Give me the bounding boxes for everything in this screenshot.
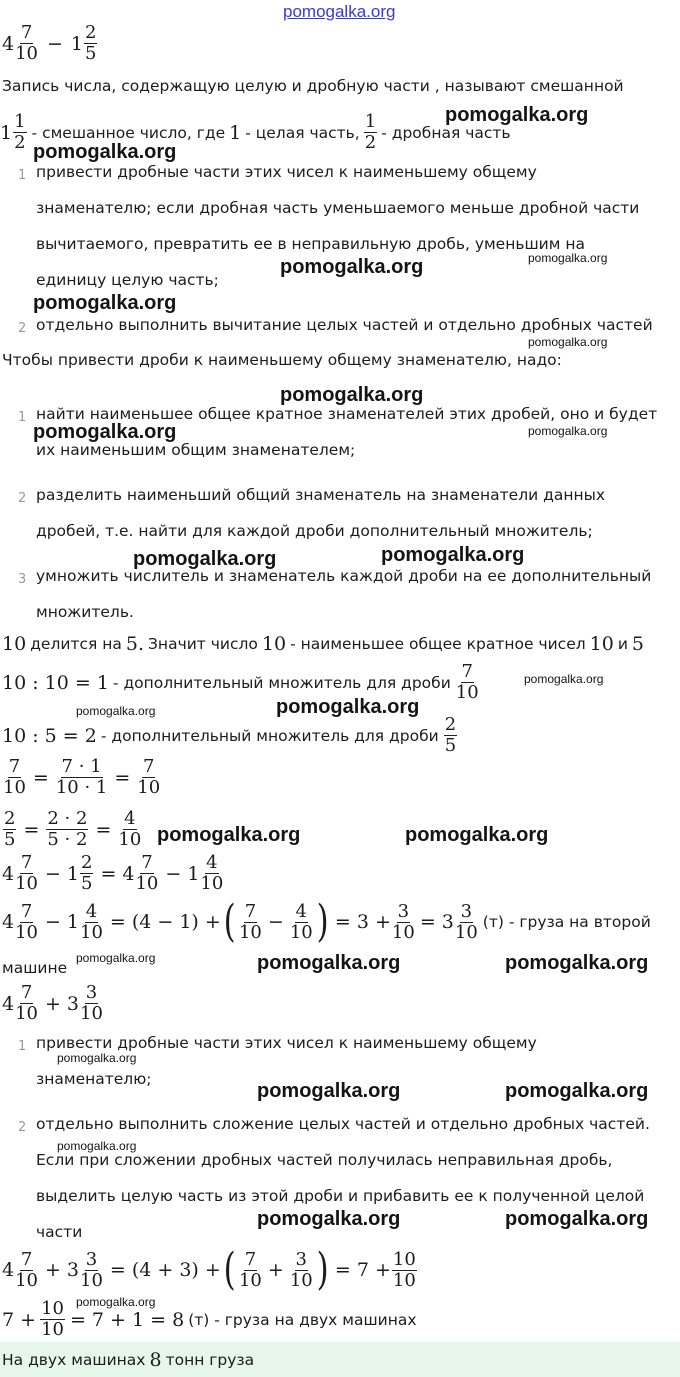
- watermark: pomogalka.org: [33, 421, 177, 443]
- watermark: pomogalka.org: [505, 952, 649, 974]
- problem-expression: 4 $\frac{7}{10}$ − 1 $\frac{2}{5}$: [2, 22, 97, 64]
- lcd-heading: Чтобы привести дроби к наименьшему общему знаменателю, надо:: [2, 351, 562, 369]
- list-item: привести дробные части этих чисел к наименьшему общему: [36, 163, 537, 181]
- multiplier-line-1: 10 : 10 = 1 - дополнительный множитель для дроби $\frac{7}{10}$: [2, 661, 479, 703]
- equation-2: $\frac{2}{5}$ = $\frac{2 \cdot 2}{5 \cdot 2}$ = $\frac{4}{10}$: [4, 808, 142, 850]
- watermark-small: pomogalka.org: [76, 1295, 156, 1309]
- list-item: их наименьшим общим знаменателем;: [36, 441, 356, 459]
- mixed-number-example: 1 $\frac{1}{2}$ - смешанное число, где 1 - целая часть, $\frac{1}{2}$ - дробная часть: [0, 111, 511, 153]
- list-item: знаменателю; если дробная часть уменьшаемого меньше дробной части: [36, 199, 640, 217]
- list-item: умножить числитель и знаменатель каждой дроби на ее дополнительный: [36, 567, 652, 585]
- answer-text: На двух машинах: [2, 1351, 146, 1369]
- watermark: pomogalka.org: [257, 952, 401, 974]
- addition-expression: 4 $\frac{7}{10}$ + 3 $\frac{3}{10}$: [2, 982, 103, 1024]
- fraction: $\frac{7}{10}$: [15, 22, 38, 64]
- list-item: выделить целую часть из этой дроби и прибавить ее к полученной целой: [36, 1187, 645, 1205]
- watermark-small: pomogalka.org: [528, 335, 608, 349]
- answer-value: 8: [149, 1349, 162, 1371]
- watermark: pomogalka.org: [276, 696, 420, 718]
- list-item: отдельно выполнить вычитание целых частей и отдельно дробных частей: [36, 316, 653, 334]
- watermark-small: pomogalka.org: [524, 672, 604, 686]
- watermark: pomogalka.org: [505, 1208, 649, 1230]
- watermark: pomogalka.org: [280, 384, 424, 406]
- equation-4: 4 $\frac{7}{10}$ − 1 $\frac{4}{10}$ = (4 − 1) + ( $\frac{7}{10}$ − $\frac{4}{10}$ ) = 3 + $\frac{3}{10}$ = 3 $\frac{3}{10}$ (т) - груза на второй: [2, 896, 651, 947]
- multiplier-line-2: 10 : 5 = 2 - дополнительный множитель для дроби $\frac{2}{5}$: [2, 714, 457, 756]
- equation-3: 4 $\frac{7}{10}$ − 1 $\frac{2}{5}$ = 4 $\frac{7}{10}$ − 1 $\frac{4}{10}$: [2, 852, 224, 894]
- watermark-small: pomogalka.org: [57, 1139, 137, 1153]
- watermark: pomogalka.org: [157, 824, 301, 846]
- equation-1: $\frac{7}{10}$ = $\frac{7 \cdot 1}{10 \cdot 1}$ = $\frac{7}{10}$: [3, 756, 161, 798]
- watermark-small: pomogalka.org: [57, 1051, 137, 1065]
- lcm-statement: 10 делится на 5. Значит число 10 - наименьшее общее кратное чисел 10 и 5: [2, 633, 645, 655]
- watermark: pomogalka.org: [33, 292, 177, 314]
- list-item: дробей, т.е. найти для каждой дроби дополнительный множитель;: [36, 522, 593, 540]
- watermark-small: pomogalka.org: [76, 704, 156, 718]
- list-item: вычитаемого, превратить ее в неправильную дробь, уменьшим на: [36, 235, 586, 253]
- watermark: pomogalka.org: [280, 256, 424, 278]
- list-item: разделить наименьший общий знаменатель на знаменатели данных: [36, 486, 606, 504]
- watermark: pomogalka.org: [133, 548, 277, 570]
- watermark-small: pomogalka.org: [76, 951, 156, 965]
- watermark: pomogalka.org: [381, 544, 525, 566]
- equation-4-continued: машине: [2, 959, 68, 977]
- list-item: знаменателю;: [36, 1070, 152, 1088]
- list-item: отдельно выполнить сложение целых частей и отдельно дробных частей.: [36, 1115, 650, 1133]
- watermark: pomogalka.org: [257, 1208, 401, 1230]
- list-item: множитель.: [36, 603, 134, 621]
- watermark-small: pomogalka.org: [528, 251, 608, 265]
- watermark: pomogalka.org: [405, 824, 549, 846]
- watermark-top-link[interactable]: pomogalka.org: [283, 2, 396, 21]
- list-item-number: 1: [18, 168, 27, 183]
- equation-5: 4 $\frac{7}{10}$ + 3 $\frac{3}{10}$ = (4 + 3) + ( $\frac{7}{10}$ + $\frac{3}{10}$ ) = 7 + $\frac{10}{10}$: [2, 1244, 416, 1295]
- definition-text: Запись числа, содержащую целую и дробную части , называют смешанной: [2, 77, 624, 95]
- equation-6: 7 + $\frac{10}{10}$ = 7 + 1 = 8 (т) - груза на двух машинах: [2, 1298, 417, 1340]
- list-item: найти наименьшее общее кратное знаменателей этих дробей, оно и будет: [36, 405, 658, 423]
- watermark: pomogalka.org: [505, 1080, 649, 1102]
- whole-part: 4: [2, 32, 15, 55]
- watermark: pomogalka.org: [257, 1080, 401, 1102]
- list-item: единицу целую часть;: [36, 271, 219, 289]
- list-item: части: [36, 1223, 83, 1241]
- list-item: Если при сложении дробных частей получилась неправильная дробь,: [36, 1151, 613, 1169]
- list-item: привести дробные части этих чисел к наименьшему общему: [36, 1034, 537, 1052]
- watermark: pomogalka.org: [445, 104, 589, 126]
- watermark: pomogalka.org: [33, 141, 177, 163]
- answer-box: На двух машинах 8 тонн груза: [0, 1342, 680, 1377]
- watermark-small: pomogalka.org: [528, 424, 608, 438]
